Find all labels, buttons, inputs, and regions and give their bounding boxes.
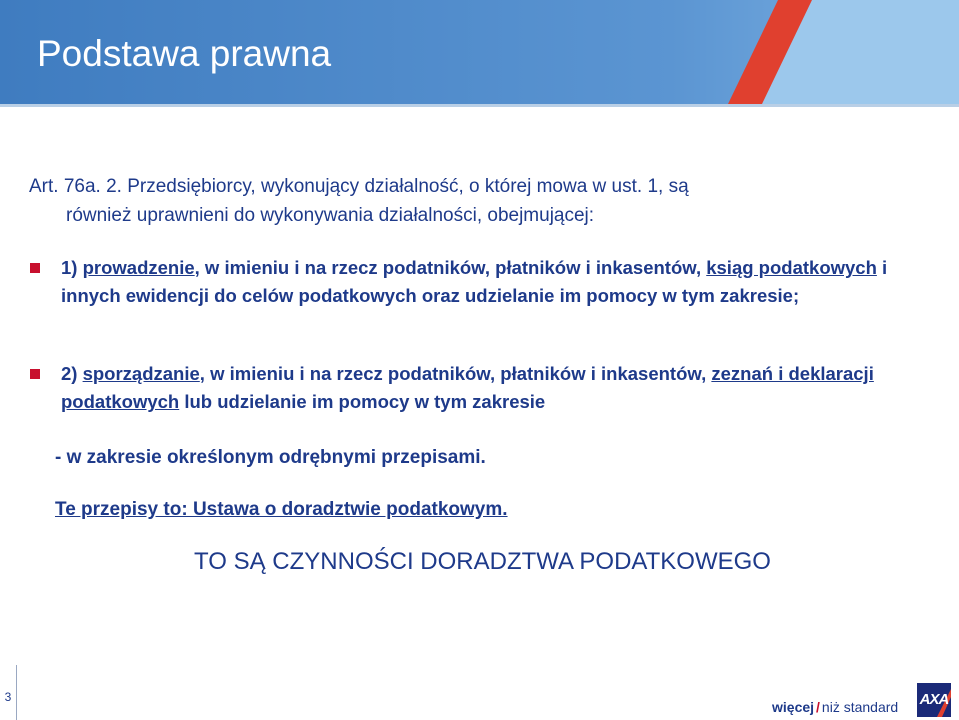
bullet-item-1 — [30, 254, 935, 310]
bullet-item-2 — [30, 360, 935, 416]
bullet-rest: lub udzielanie im pomocy w tym zakresie — [179, 391, 546, 412]
tagline-separator: / — [816, 699, 820, 715]
square-bullet-icon — [30, 263, 40, 273]
axa-logo — [917, 683, 951, 717]
brand-tagline — [772, 698, 898, 716]
bullet-middle: , w imieniu i na rzecz podatników, płatników i inkasentów, — [199, 363, 712, 384]
header-divider — [0, 104, 959, 107]
intro-line-2: również uprawnieni do wykonywania działalności, obejmującej: — [66, 205, 595, 226]
bullet-text — [61, 254, 935, 310]
page-number: 3 — [4, 690, 12, 704]
intro-line-1: Art. 76a. 2. Przedsiębiorcy, wykonujący działalność, o której mowa w ust. 1, są — [29, 176, 689, 197]
bullet-text — [61, 360, 935, 416]
bullet-prefix: 2) — [61, 363, 83, 384]
bullet-rest: i innych ewidencji do celów podatkowych oraz udzielanie im pomocy w tym zakresie; — [61, 257, 888, 306]
bullet-middle: , w imieniu i na rzecz podatników, płatników i inkasentów, — [194, 257, 707, 278]
scope-note: - w zakresie określonym odrębnymi przepisami. — [55, 447, 486, 468]
tagline-rest: niż standard — [821, 699, 899, 715]
bullet-term-2: ksiąg podatkowych — [706, 257, 877, 278]
logo-text: AXA — [919, 691, 949, 708]
slide-header — [0, 0, 959, 104]
square-bullet-icon — [30, 369, 40, 379]
regulation-reference: Te przepisy to: Ustawa o doradztwie podatkowym. — [55, 499, 508, 520]
slide-title: Podstawa prawna — [37, 33, 332, 74]
intro-paragraph — [29, 172, 929, 230]
bullet-term: sporządzanie — [82, 363, 200, 384]
bullet-term-2: zeznań i deklaracji podatkowych — [61, 363, 874, 412]
footer-divider — [16, 665, 17, 720]
bullet-term: prowadzenie — [82, 257, 195, 278]
tagline-bold: więcej — [772, 699, 815, 715]
bullet-prefix: 1) — [61, 257, 83, 278]
emphasis-heading: TO SĄ CZYNNOŚCI DORADZTWA PODATKOWEGO — [194, 548, 771, 575]
